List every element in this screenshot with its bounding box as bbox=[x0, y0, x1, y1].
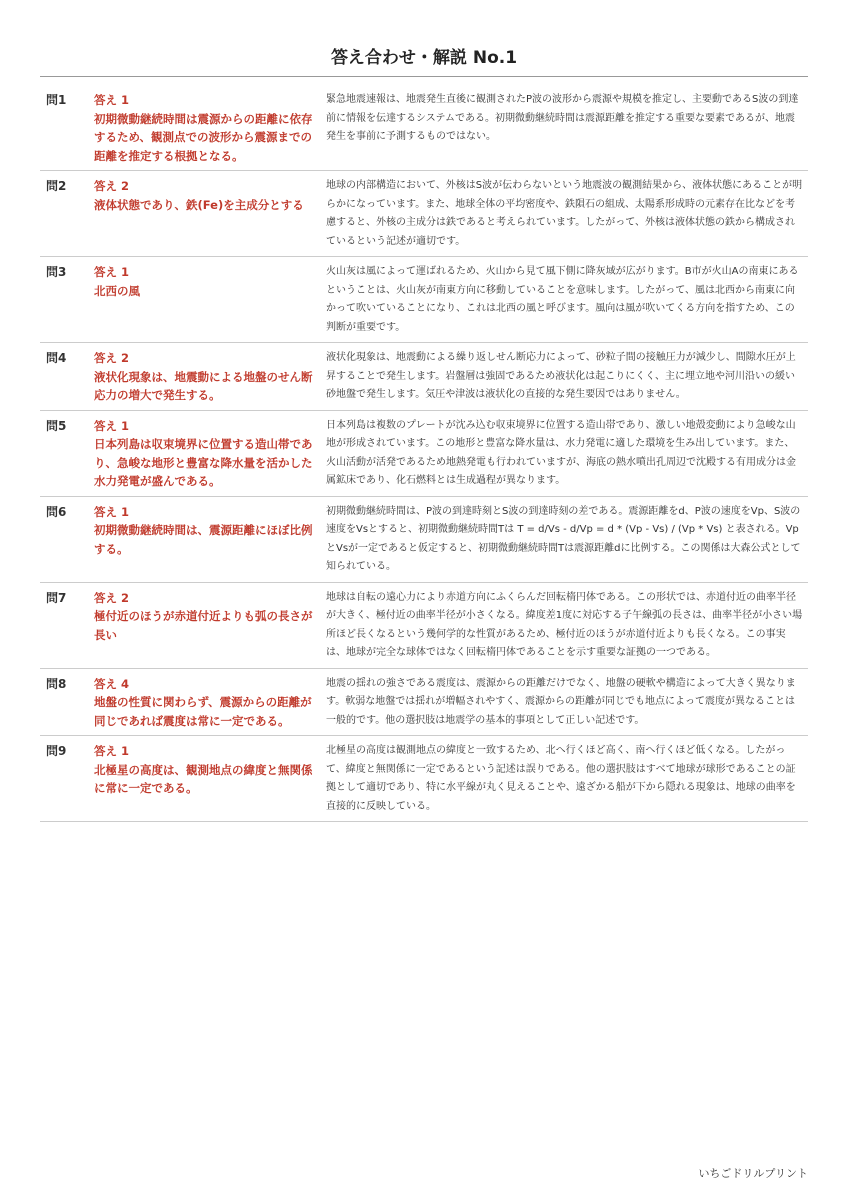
question-number: 問5 bbox=[46, 418, 67, 433]
explanation-text: 地震の揺れの強さである震度は、震源からの距離だけでなく、地盤の硬軟や構造によって大きく異なります。軟弱な地盤では揺れが増幅されやすく、震源からの距離が同じでも地点によって震度が異なることは一般的です。他の選択肢は地震学の基本的事項として正しい記述です。 bbox=[326, 677, 796, 726]
question-number: 問1 bbox=[46, 93, 67, 107]
answer-block bbox=[94, 675, 326, 731]
question-number: 問3 bbox=[46, 265, 67, 279]
answer-label: 答え 4 bbox=[94, 676, 130, 691]
question-number: 問7 bbox=[46, 590, 67, 605]
explanation-text: 初期微動継続時間は、P波の到達時刻とS波の到達時刻の差である。震源距離をd、P波の速度をVp、S波の速度をVsとすると、初期微動継続時間Tは T = d/Vs - d/Vp = d * (Vp - Vs) / (Vp * Vs) と表される。VpとVsが一定であると仮定すると、初期微動継続時間Tは震源距離dに比例する。この関係は大森公式として知られている。 bbox=[326, 505, 801, 572]
answer-block bbox=[94, 503, 326, 577]
explanation-text: 液状化現象は、地震動による繰り返しせん断応力によって、砂粒子間の接触圧力が減少し、間隙水圧が上昇することで発生します。岩盤層は強固であるため液状化は起こりにくく、主に埋立地や河川沿いの緩い砂地盤で発生します。気圧や津波は液状化の直接的な発生要因ではありません。 bbox=[326, 352, 796, 400]
question-number: 問2 bbox=[46, 179, 67, 193]
answer-text: 液状化現象は、地震動による地盤のせん断応力の増大で発生する。 bbox=[94, 369, 313, 402]
answer-row-5 bbox=[40, 411, 808, 497]
question-number: 問4 bbox=[46, 351, 67, 365]
answer-label: 答え 2 bbox=[94, 179, 130, 193]
answer-label: 答え 1 bbox=[94, 93, 130, 107]
answer-label: 答え 2 bbox=[94, 590, 130, 605]
explanation-text: 緊急地震速報は、地震発生直後に観測されたP波の波形から震源や規模を推定し、主要動であるS波の到達前に情報を伝達するシステムである。初期微動継続時間は震源距離を推定する重要な要素であるが、地震発生を事前に予測するものではない。 bbox=[326, 94, 799, 142]
answer-row-7 bbox=[40, 583, 808, 669]
answer-sheet bbox=[40, 0, 808, 822]
answer-row-4 bbox=[40, 343, 808, 411]
question-number: 問9 bbox=[46, 744, 67, 758]
answer-text: 液体状態であり、鉄(Fe)を主成分とする bbox=[94, 197, 304, 212]
explanation-text: 地球の内部構造において、外核はS波が伝わらないという地震波の観測結果から、液体状態にあることが明らかになっています。また、地球全体の平均密度や、鉄隕石の組成、太陽系形成時の元素存在比などを考慮すると、外核の主成分は鉄であると考えられています。したがって、外核は液体状態の鉄から構成されているという記述が適切です。 bbox=[326, 180, 803, 247]
answer-text: 極付近のほうが赤道付近よりも弧の長さが長い bbox=[94, 609, 313, 642]
answer-block bbox=[94, 177, 326, 251]
footer-brand: いちごドリルプリント bbox=[698, 1167, 808, 1180]
answer-label: 答え 1 bbox=[94, 418, 130, 433]
answer-block bbox=[94, 91, 326, 165]
question-number: 問8 bbox=[46, 676, 67, 691]
answer-label: 答え 1 bbox=[94, 504, 130, 519]
answer-text: 日本列島は収束境界に位置する造山帯であり、急峻な地形と豊富な降水量を活かした水力発電が盛んである。 bbox=[94, 437, 313, 488]
answer-row-9 bbox=[40, 736, 808, 822]
explanation-text: 地球は自転の遠心力により赤道方向にふくらんだ回転楕円体である。この形状では、赤道付近の曲率半径が大きく、極付近の曲率半径が小さくなる。緯度差1度に対応する子午線弧の長さは、曲率半径が小さい場所ほど長くなるという幾何学的な性質があるため、極付近のほうが赤道付近よりも長くなる。この事実は、地球が完全な球体ではなく回転楕円体であることを示す重要な証拠の一つである。 bbox=[326, 591, 803, 658]
answer-row-8 bbox=[40, 669, 808, 737]
answer-text: 地盤の性質に関わらず、震源からの距離が同じであれば震度は常に一定である。 bbox=[94, 695, 312, 728]
explanation-text: 北極星の高度は観測地点の緯度と一致するため、北へ行くほど高く、南へ行くほど低くなる。したがって、緯度と無関係に一定であるという記述は誤りである。他の選択肢はすべて地球が球形であることの証拠として適切であり、特に水平線が丸く見えることや、遠ざかる船が下から隠れる現象は、地球の曲率を直接的に反映している。 bbox=[326, 745, 796, 812]
title-divider bbox=[40, 76, 808, 77]
answer-text: 北極星の高度は、観測地点の緯度と無関係に常に一定である。 bbox=[94, 762, 313, 795]
answer-block bbox=[94, 263, 326, 337]
answer-label: 答え 2 bbox=[94, 351, 130, 365]
answer-list bbox=[40, 85, 808, 822]
answer-text: 初期微動継続時間は震源からの距離に依存するため、観測点での波形から震源までの距離を推定する根拠となる。 bbox=[94, 111, 313, 163]
answer-block bbox=[94, 417, 326, 491]
answer-block bbox=[94, 742, 326, 816]
explanation-text: 日本列島は複数のプレートが沈み込む収束境界に位置する造山帯であり、激しい地殻変動により急峻な山地が形成されています。この地形と豊富な降水量は、水力発電に適した環境を生み出しています。また、火山活動が活発であるため地熱発電も行われていますが、海底の熱水噴出孔周辺で沈殿する有用成分は金属鉱床であり、化石燃料とは生成過程が異なります。 bbox=[326, 419, 796, 486]
answer-block bbox=[94, 349, 326, 405]
page-title: 答え合わせ・解説 No.1 bbox=[330, 48, 518, 68]
answer-text: 北西の風 bbox=[94, 283, 140, 298]
question-number: 問6 bbox=[46, 504, 67, 519]
answer-text: 初期微動継続時間は、震源距離にほぼ比例する。 bbox=[94, 523, 313, 556]
answer-row-2 bbox=[40, 171, 808, 257]
answer-row-6 bbox=[40, 497, 808, 583]
answer-label: 答え 1 bbox=[94, 744, 130, 758]
answer-row-3 bbox=[40, 257, 808, 343]
answer-row-1 bbox=[40, 85, 808, 171]
answer-label: 答え 1 bbox=[94, 265, 130, 279]
explanation-text: 火山灰は風によって運ばれるため、火山から見て風下側に降灰域が広がります。B市が火山Aの南東にあるということは、火山灰が南東方向に移動していることを意味します。したがって、風は北西から南東に向かって吹いていることになり、これは北西の風と呼びます。風向は風が吹いてくる方向を指すため、この判断が重要です。 bbox=[326, 266, 799, 333]
answer-block bbox=[94, 589, 326, 663]
